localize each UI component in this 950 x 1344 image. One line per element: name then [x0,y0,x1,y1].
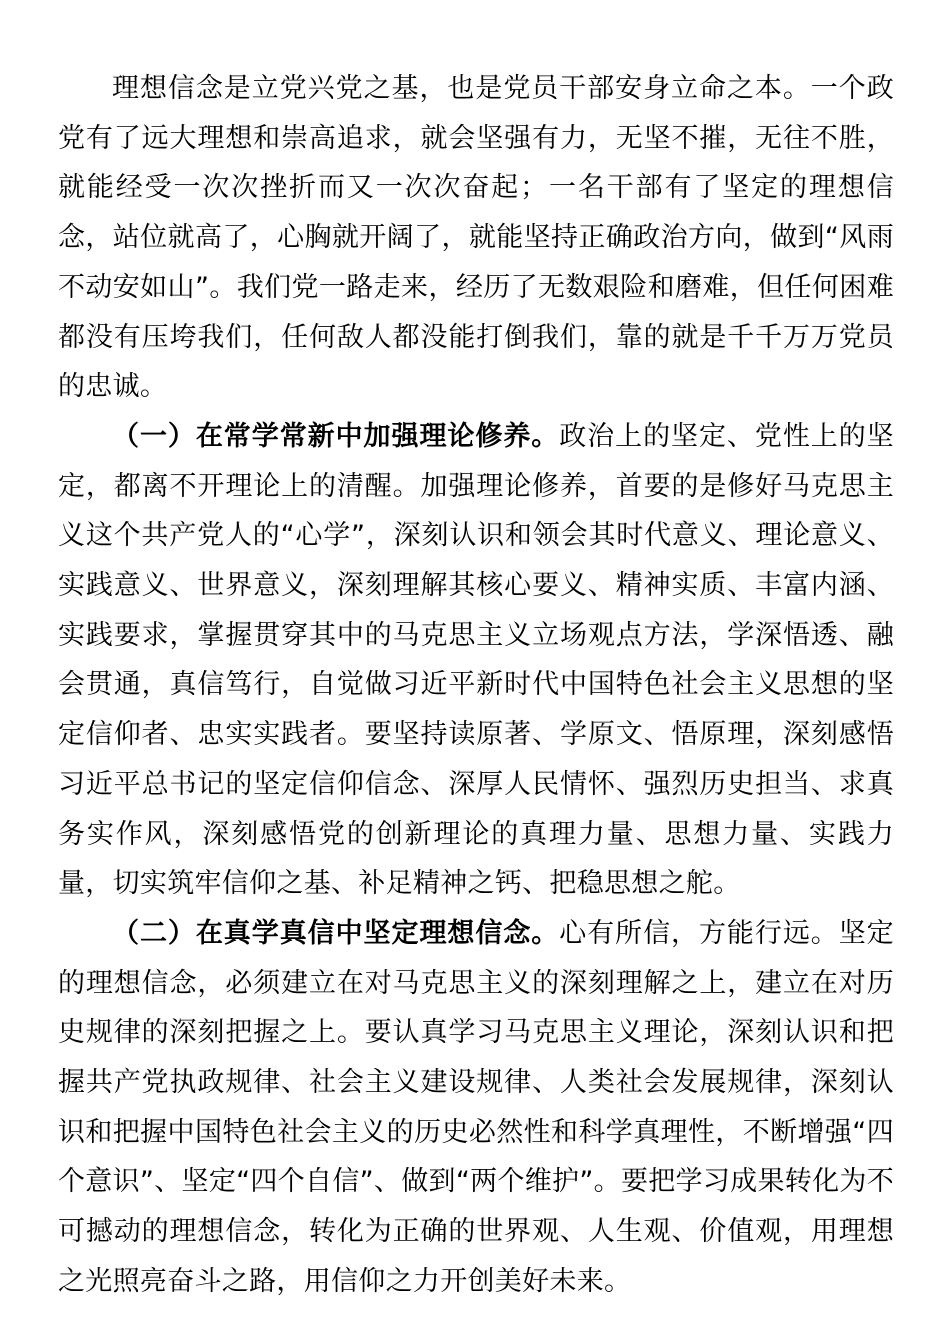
paragraph-section-2 [58,909,894,1307]
paragraph-intro [58,64,894,412]
section-1-heading: （一）在常学常新中加强理论修养。 [112,420,560,452]
section-1-text: 政治上的坚定、党性上的坚定，都离不开理论上的清醒。加强理论修养，首要的是修好马克思主义这个共产党人的“心学”，深刻认识和领会其时代意义、理论意义、实践意义、世界意义，深刻理解其核心要义、精神实质、丰富内涵、实践要求，掌握贯穿其中的马克思主义立场观点方法，学深悟透、融会贯通，真信笃行，自觉做习近平新时代中国特色社会主义思想的坚定信仰者、忠实实践者。要坚持读原著、学原文、悟原理，深刻感悟习近平总书记的坚定信仰信念、深厚人民情怀、强烈历史担当、求真务实作风，深刻感悟党的创新理论的真理力量、思想力量、实践力量，切实筑牢信仰之基、补足精神之钙、把稳思想之舵。 [58,420,894,900]
paragraph-section-1 [58,412,894,909]
paragraph-intro-text: 理想信念是立党兴党之基，也是党员干部安身立命之本。一个政党有了远大理想和崇高追求，就会坚强有力，无坚不摧，无往不胜，就能经受一次次挫折而又一次次奋起；一名干部有了坚定的理想信念，站位就高了，心胸就开阔了，就能坚持正确政治方向，做到“风雨不动安如山”。我们党一路走来，经历了无数艰险和磨难，但任何困难都没有压垮我们，任何敌人都没能打倒我们，靠的就是千千万万党员的忠诚。 [58,73,894,403]
section-2-heading: （二）在真学真信中坚定理想信念。 [112,917,560,949]
section-2-text: 心有所信，方能行远。坚定的理想信念，必须建立在对马克思主义的深刻理解之上，建立在对历史规律的深刻把握之上。要认真学习马克思主义理论，深刻认识和把握共产党执政规律、社会主义建设规律、人类社会发展规律，深刻认识和把握中国特色社会主义的历史必然性和科学真理性，不断增强“四个意识”、坚定“四个自信”、做到“两个维护”。要把学习成果转化为不可撼动的理想信念，转化为正确的世界观、人生观、价值观，用理想之光照亮奋斗之路，用信仰之力开创美好未来。 [58,917,894,1297]
document-body [58,64,894,1307]
